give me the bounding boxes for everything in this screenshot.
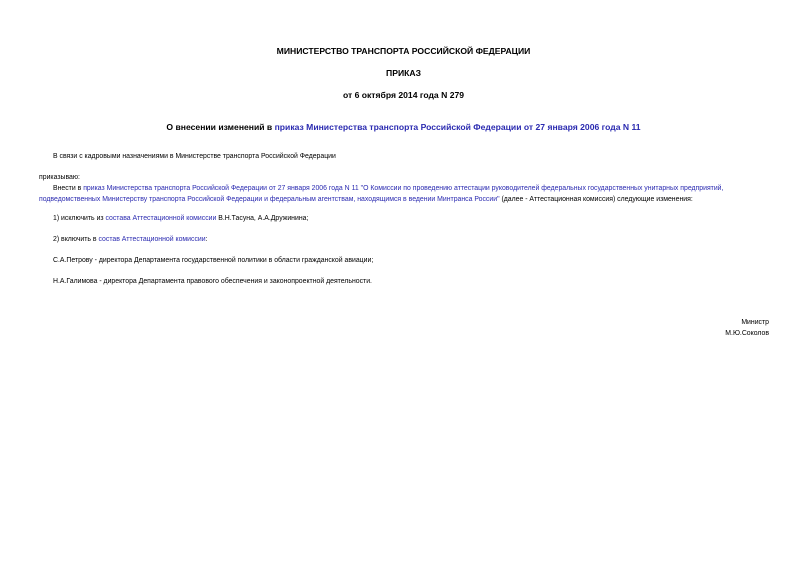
- person-2: Н.А.Галимова - директора Департамента правового обеспечения и законопроектной деятельности.: [53, 278, 372, 285]
- main-item-link-line1[interactable]: приказ Министерства транспорта Российской Федерации от 27 января 2006 года N 11 "О Комиссии по проведению аттестации руководителей федеральных государственных унитарных предприятий,: [83, 185, 724, 192]
- item-2-prefix: 2) включить в: [53, 236, 99, 243]
- main-item-line2: [39, 194, 693, 205]
- main-item-line1: [53, 183, 723, 194]
- item-1: [53, 213, 308, 224]
- document-type: ПРИКАЗ: [386, 68, 421, 78]
- item-1-link[interactable]: состава Аттестационной комиссии: [105, 215, 217, 222]
- signature-title: Министр: [741, 319, 769, 326]
- document-subject: [0, 122, 807, 132]
- main-item-prefix: Внести в: [53, 185, 84, 192]
- ministry-title: МИНИСТЕРСТВО ТРАНСПОРТА РОССИЙСКОЙ ФЕДЕРАЦИИ: [276, 46, 531, 56]
- main-item-link-line2[interactable]: подведомственных Министерству транспорта Российской Федерации и федеральным агентствам, находящимся в ведении Минтранса России": [39, 196, 500, 203]
- intro-paragraph: В связи с кадровыми назначениями в Министерстве транспорта Российской Федерации: [53, 153, 336, 160]
- item-2: [53, 234, 208, 245]
- item-2-link[interactable]: состав Аттестационной комиссии: [98, 236, 206, 243]
- person-1: С.А.Петрову - директора Департамента государственной политики в области гражданской авиации;: [53, 257, 374, 264]
- signature-name: М.Ю.Соколов: [725, 330, 769, 337]
- main-item-suffix: (далее - Аттестационная комиссия) следующие изменения:: [499, 196, 693, 203]
- order-word: приказываю:: [39, 174, 80, 181]
- document-date-number: от 6 октября 2014 года N 279: [342, 90, 465, 100]
- subject-link[interactable]: приказ Министерства транспорта Российской Федерации от 27 января 2006 года N 11: [274, 122, 641, 132]
- item-1-suffix: В.Н.Тасуна, А.А.Дружинина;: [216, 215, 309, 222]
- subject-prefix: О внесении изменений в: [166, 122, 275, 132]
- item-1-prefix: 1) исключить из: [53, 215, 106, 222]
- item-2-suffix: :: [205, 236, 208, 243]
